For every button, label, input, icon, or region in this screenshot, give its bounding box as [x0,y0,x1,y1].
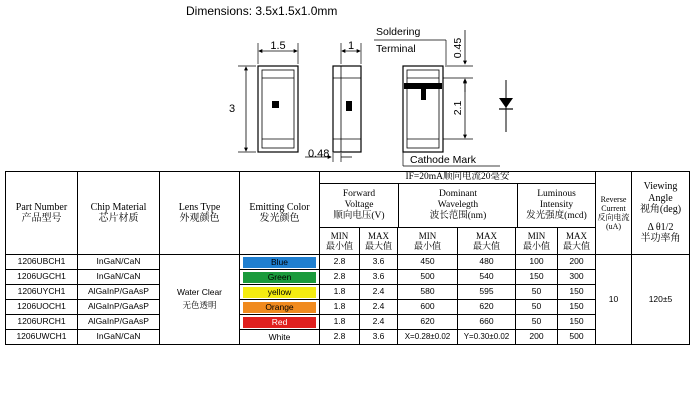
side-width-label: 1 [347,40,355,52]
wl-max-cell: 620 [458,300,516,315]
emitting-color-cell [240,255,320,270]
header-dominant-wavelength: Dominant Wavelegth 波长范围(nm) [399,184,518,227]
terminal-label: Terminal [376,43,416,55]
header-part-number: Part Number 产品型号 [6,172,78,255]
wl-max-cell: 660 [458,315,516,330]
header-forward-voltage: Forward Voltage 顺向电压(V) [320,184,399,227]
chip-material-cell: InGaN/CaN [78,255,160,270]
wl-min-cell: 620 [398,315,458,330]
header-test-condition-group [320,172,596,228]
iv-max-cell: 150 [558,315,596,330]
iv-max-cell: 300 [558,270,596,285]
offset-label: 0.48 [308,148,330,160]
table-row [6,300,690,315]
wl-max-cell: 540 [458,270,516,285]
part-number-cell: 1206UYCH1 [6,285,78,300]
header-wl-min: MIN 最小值 [398,228,458,255]
iv-min-cell: 150 [516,270,558,285]
iv-min-cell: 50 [516,285,558,300]
wl-min-cell: 500 [398,270,458,285]
diode-symbol-icon [499,80,513,132]
table-row [6,330,690,345]
mechanical-drawing [0,0,692,172]
emitting-color-cell [240,270,320,285]
viewing-angle-cell: 120±5 [632,255,690,345]
cathode-mark-label: Cathode Mark [410,154,476,166]
part-number-cell: 1206UWCH1 [6,330,78,345]
header-reverse-current: Reverse Current 反向电流 (uA) [596,172,632,255]
bottom-view [374,26,500,166]
iv-max-cell: 150 [558,300,596,315]
wl-max-cell: 595 [458,285,516,300]
vf-min-cell: 2.8 [320,330,360,345]
iv-min-cell: 50 [516,315,558,330]
emitting-color-cell [240,315,320,330]
soldering-label: Soldering [376,26,421,38]
wl-max-cell: Y=0.30±0.02 [458,330,516,345]
color-swatch: Orange [243,302,316,313]
part-number-cell: 1206URCH1 [6,315,78,330]
header-vf-max: MAX 最大值 [360,228,398,255]
header-wl-max: MAX 最大值 [458,228,516,255]
vf-min-cell: 2.8 [320,270,360,285]
height-label: 3 [228,103,236,115]
header-condition: IF=20mA顺向电流20毫安 [320,172,595,184]
iv-max-cell: 200 [558,255,596,270]
wl-min-cell: 580 [398,285,458,300]
header-lens-type: Lens Type 外观颜色 [160,172,240,255]
wl-min-cell: 450 [398,255,458,270]
vf-min-cell: 1.8 [320,285,360,300]
part-number-cell: 1206UBCH1 [6,255,78,270]
vf-max-cell: 3.6 [360,270,398,285]
vf-max-cell: 3.6 [360,330,398,345]
wl-min-cell: 600 [398,300,458,315]
header-iv-max: MAX 最大值 [558,228,596,255]
chip-material-cell: AlGaInP/GaAsP [78,315,160,330]
spec-table [5,171,690,345]
color-swatch: Green [243,272,316,283]
vf-max-cell: 2.4 [360,285,398,300]
iv-max-cell: 500 [558,330,596,345]
table-row [6,270,690,285]
iv-max-cell: 150 [558,285,596,300]
part-number-cell: 1206UOCH1 [6,300,78,315]
wl-max-cell: 480 [458,255,516,270]
table-row [6,255,690,270]
chip-material-cell: AlGaInP/GaAsP [78,285,160,300]
vf-min-cell: 2.8 [320,255,360,270]
header-iv-min: MIN 最小值 [516,228,558,255]
iv-min-cell: 50 [516,300,558,315]
wl-min-cell: X=0.28±0.02 [398,330,458,345]
die-mark [272,101,279,108]
vf-max-cell: 2.4 [360,315,398,330]
vf-min-cell: 1.8 [320,300,360,315]
table-row [6,285,690,300]
chip-material-cell: InGaN/CaN [78,330,160,345]
header-chip-material: Chip Material 芯片材质 [78,172,160,255]
color-swatch: White [243,332,316,343]
vf-max-cell: 2.4 [360,300,398,315]
iv-min-cell: 200 [516,330,558,345]
lens-type-cell: Water Clear 无色透明 [160,255,240,345]
vf-max-cell: 3.6 [360,255,398,270]
vf-min-cell: 1.8 [320,315,360,330]
color-swatch: Red [243,317,316,328]
table-row [6,315,690,330]
body-height-label: 2.1 [452,100,464,116]
chip-material-cell: InGaN/CaN [78,270,160,285]
pad-height-label: 0.45 [452,37,464,59]
emitting-color-cell [240,300,320,315]
dimensions-label: Dimensions: 3.5x1.5x1.0mm [186,4,338,18]
color-swatch: yellow [243,287,316,298]
reverse-current-cell: 10 [596,255,632,345]
part-number-cell: 1206UGCH1 [6,270,78,285]
side-view [305,40,361,162]
emitting-color-cell [240,285,320,300]
iv-min-cell: 100 [516,255,558,270]
top-width-label: 1.5 [270,40,286,52]
header-emitting-color: Emitting Color 发光颜色 [240,172,320,255]
top-view [229,40,298,152]
emitting-color-cell [240,330,320,345]
chip-material-cell: AlGaInP/GaAsP [78,300,160,315]
color-swatch: Blue [243,257,316,268]
header-viewing-angle: Viewing Angle 视角(deg) Δ θ1/2 半功率角 [632,172,690,255]
header-luminous-intensity: Luminous Intensity 发光强度(mcd) [526,189,587,221]
header-vf-min: MIN 最小值 [320,228,360,255]
